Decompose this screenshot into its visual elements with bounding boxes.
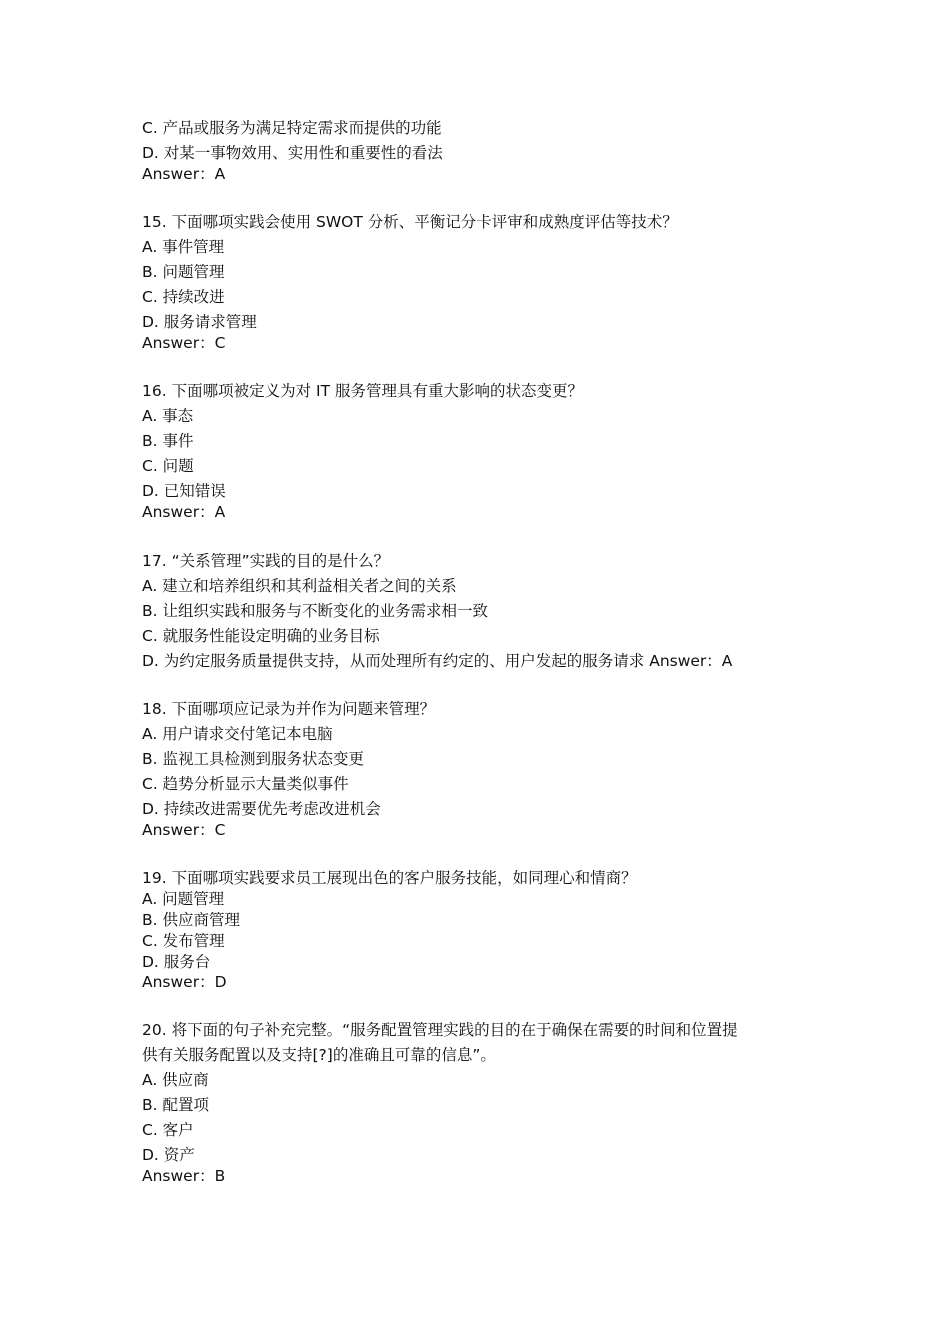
q18-question: 18. 下面哪项应记录为并作为问题来管理？ — [142, 700, 436, 718]
q15-answer: Answer：C — [142, 334, 226, 352]
q15-option-b: B. 问题管理 — [142, 263, 225, 281]
q16-option-c: C. 问题 — [142, 457, 194, 475]
q14-option-c: C. 产品或服务为满足特定需求而提供的功能 — [142, 119, 442, 137]
q20-option-a: A. 供应商 — [142, 1071, 209, 1089]
q16-option-d: D. 已知错误 — [142, 482, 226, 500]
q19-option-a: A. 问题管理 — [142, 890, 225, 908]
q20-answer: Answer：B — [142, 1167, 226, 1185]
q20-option-d: D. 资产 — [142, 1146, 195, 1164]
q17-option-d-and-answer: D. 为约定服务质量提供支持，从而处理所有约定的、用户发起的服务请求 Answer：A — [142, 652, 733, 670]
q18-option-c: C. 趋势分析显示大量类似事件 — [142, 775, 349, 793]
q19-option-c: C. 发布管理 — [142, 932, 225, 950]
q18-option-b: B. 监视工具检测到服务状态变更 — [142, 750, 364, 768]
q15-option-c: C. 持续改进 — [142, 288, 225, 306]
q18-answer: Answer：C — [142, 821, 226, 839]
q17-question: 17. “关系管理”实践的目的是什么？ — [142, 552, 390, 570]
q17-option-a: A. 建立和培养组织和其利益相关者之间的关系 — [142, 577, 457, 595]
q19-question: 19. 下面哪项实践要求员工展现出色的客户服务技能，如同理心和情商？ — [142, 869, 637, 887]
q20-option-c: C. 客户 — [142, 1121, 194, 1139]
q16-answer: Answer：A — [142, 503, 226, 521]
q14-option-d: D. 对某一事物效用、实用性和重要性的看法 — [142, 144, 443, 162]
q19-answer: Answer：D — [142, 973, 227, 991]
q18-option-d: D. 持续改进需要优先考虑改进机会 — [142, 800, 381, 818]
q20-option-b: B. 配置项 — [142, 1096, 209, 1114]
q20-question-line2: 供有关服务配置以及支持[?]的准确且可靠的信息”。 — [142, 1046, 496, 1064]
q14-answer: Answer：A — [142, 165, 226, 183]
q17-option-c: C. 就服务性能设定明确的业务目标 — [142, 627, 380, 645]
q16-question: 16. 下面哪项被定义为对 IT 服务管理具有重大影响的状态变更？ — [142, 382, 583, 400]
q17-option-b: B. 让组织实践和服务与不断变化的业务需求相一致 — [142, 602, 488, 620]
q16-option-a: A. 事态 — [142, 407, 194, 425]
q16-option-b: B. 事件 — [142, 432, 194, 450]
q18-option-a: A. 用户请求交付笔记本电脑 — [142, 725, 333, 743]
q15-option-a: A. 事件管理 — [142, 238, 225, 256]
q19-option-d: D. 服务台 — [142, 953, 211, 971]
q15-option-d: D. 服务请求管理 — [142, 313, 257, 331]
q15-question: 15. 下面哪项实践会使用 SWOT 分析、平衡记分卡评审和成熟度评估等技术？ — [142, 213, 678, 231]
q20-question-line1: 20. 将下面的句子补充完整。“服务配置管理实践的目的在于确保在需要的时间和位置提 — [142, 1021, 738, 1039]
q19-option-b: B. 供应商管理 — [142, 911, 240, 929]
